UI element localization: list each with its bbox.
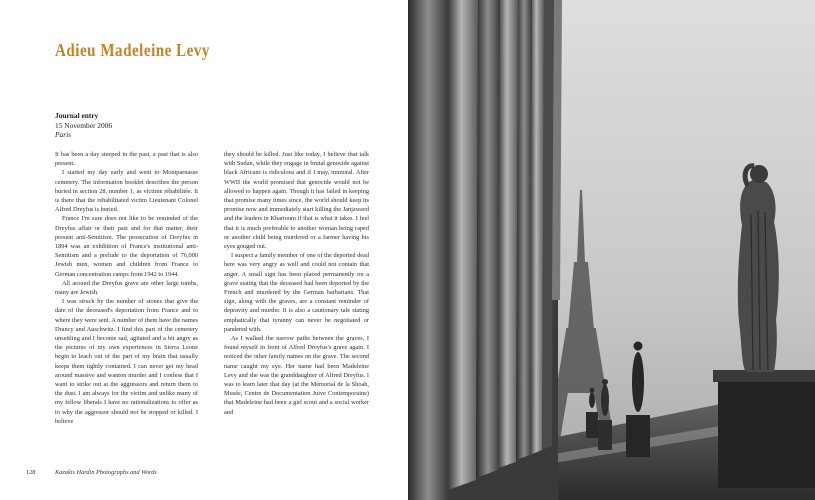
paragraph: I started my day early and went to Montparnasse cemetery. The information booklet describes the person buried in section 28, number 1, as victime réhabilitée. It is there that the rehabilitated victim Lieutenant Colonel Alfred Dreyfus is buried. — [55, 169, 198, 214]
paragraph: they should be killed. Just like today, I believe that talk with Sudan, while they engage in brutal genocide against black Africans is ridiculous and if I may, immoral. After WWII the world promised that genocide would not be allowed to happen again. Though it has failed in keeping that promise many times since, the world should keep its promise now and immediately start killing the Janjaweed and the leaders in Khartoum if that is what it takes. I feel that it is much preferable to another woman being raped or another child being murdered or a farmer having his eyes gouged out. — [224, 151, 369, 251]
paragraph: I was struck by the number of stones that give the date of the deceased's deportation from France and to where they were sent. A number of them have the names Drancy and Auschwitz. I find this part of the cemetery unsettling and I become sad, agitated and a bit angry as the pictures of my own experiences in Sierra Leone begin to leach out of the part of my brain that usually keeps them tightly contained. I can never get my head around massive and wanton murder and I confess that I want to strike out at the aggressors and return them to the dust. I am always for the victim and unlike many of my fellow liberals I have no rationalizations to offer as to why the aggressor should not be stopped or killed. I believe — [55, 298, 198, 425]
journal-place: Paris — [55, 130, 72, 140]
paragraph: France I'm sure does not like to be reminded of the Dreyfus affair or their past and for that matter, their present anti-Semitism. The prosecution of Dreyfus in 1894 was an exhibition of France's institutional anti-Semitism and a prelude to the deportation of 76,000 Jewish men, women and children from France to German concentration camps from 1942 to 1944. — [55, 215, 198, 278]
paragraph: As I walked the narrow paths between the graves, I found myself in front of Alfred Dreyfus's grave again. I noticed the other family names on the grave. The second name caught my eye. Her name had been Madeleine Levy and she was the granddaughter of Alfred Dreyfus. I was to learn later that day (at the Mémorial de la Shoah, Musée, Centre de Documentation Juive Contemporaine) that Madeleine had been a girl scout and a social worker and — [224, 335, 369, 416]
article-title: Adieu Madeleine Levy — [55, 40, 210, 60]
paragraph: I suspect a family member of one of the deported dead here was very angry as well and could not contain that anger. A small sign has been placed permanently on a grave stating that the deceased had been deported by the French and murdered by the German barbarians. That sign, along with the graves, are a constant reminder of depravity and murder. It is also a cautionary tale stating emphatically that tyranny can never be negotiated or pandered with. — [224, 252, 369, 333]
page-number: 128 — [26, 469, 36, 476]
journal-date: 15 November 2006 — [55, 120, 113, 130]
journal-header — [55, 111, 112, 140]
book-title: Kazakis Hardin Photographs and Words — [55, 469, 157, 476]
journal-label: Journal entry — [55, 111, 99, 120]
text-column-right — [224, 150, 369, 417]
photo-eiffel-tower-trocadero — [408, 0, 815, 500]
paragraph: All around the Dreyfus grave are other large tombs, many are Jewish. — [55, 279, 198, 297]
paragraph: It has been a day steeped in the past, a past that is also present. — [55, 151, 198, 168]
text-column-left — [55, 150, 198, 426]
colonnade — [408, 0, 562, 500]
